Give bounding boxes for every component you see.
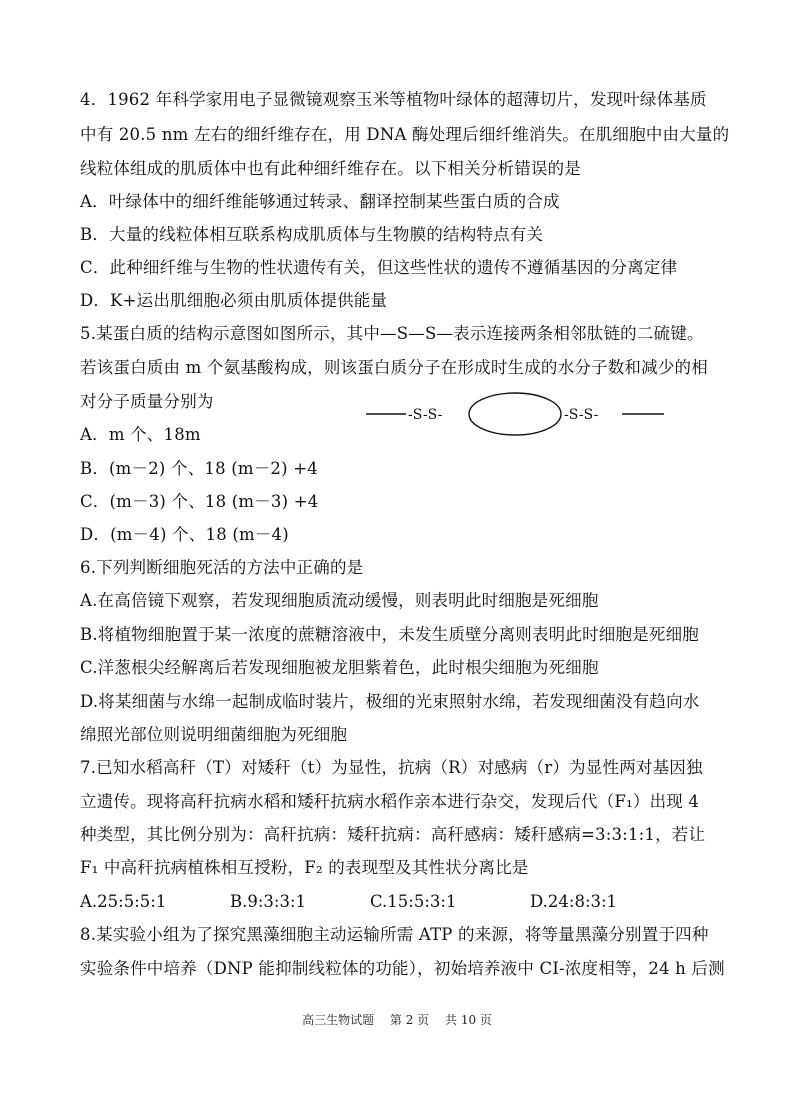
q7-stem-line-3: 种类型，其比例分别为：高秆抗病：矮秆抗病：高秆感病：矮秆感病=3:3:1:1，若让 xyxy=(80,825,706,844)
footer-subject: 高三生物试题 xyxy=(302,1013,375,1027)
q6-option-b: B.将植物细胞置于某一浓度的蔗糖溶液中，未发生质壁分离则表明此时细胞是死细胞 xyxy=(80,625,699,644)
q7-stem-line-4: F₁ 中高秆抗病植株相互授粉，F₂ 的表现型及其性状分离比是 xyxy=(80,858,529,877)
right-disulfide-label: -S-S- xyxy=(564,407,599,423)
q6-option-c: C.洋葱根尖经解离后若发现细胞被龙胆紫着色，此时根尖细胞为死细胞 xyxy=(80,658,599,677)
q4-option-d: D．K+运出肌细胞必须由肌质体提供能量 xyxy=(80,291,388,310)
footer-page-number: 第 2 页 xyxy=(389,1013,430,1027)
q4-stem-line-3: 线粒体组成的肌质体中也有此种细纤维存在。以下相关分析错误的是 xyxy=(80,159,581,178)
page-footer xyxy=(0,1012,794,1028)
q8-stem-line-1: 8.某实验小组为了探究黑藻细胞主动运输所需 ATP 的来源，将等量黑藻分别置于四种 xyxy=(80,925,709,944)
left-disulfide-label: -S-S- xyxy=(408,407,443,423)
q5-stem-line-1: 5.某蛋白质的结构示意图如图所示，其中—S—S—表示连接两条相邻肽链的二硫键。 xyxy=(80,324,704,343)
q7-options-row xyxy=(80,892,740,912)
q8-stem-line-2: 实验条件中培养（DNP 能抑制线粒体的功能），初始培养液中 CI-浓度相等，24 h 后测 xyxy=(80,959,725,978)
q5-option-b: B．(m－2) 个、18 (m－2) +4 xyxy=(80,459,318,478)
q6-option-d-line-1: D.将某细菌与水绵一起制成临时装片，极细的光束照射水绵，若发现细菌没有趋向水 xyxy=(80,692,700,711)
footer-total-pages: 共 10 页 xyxy=(445,1013,492,1027)
q7-option-a: A.25:5:5:1 xyxy=(80,892,167,911)
q7-option-d: D.24:8:3:1 xyxy=(530,892,618,911)
q5-option-a: A．m 个、18m xyxy=(80,425,201,444)
q5-stem-line-2: 若该蛋白质由 m 个氨基酸构成，则该蛋白质分子在形成时生成的水分子数和减少的相 xyxy=(80,358,708,377)
q4-stem-line-2: 中有 20.5 nm 左右的细纤维存在，用 DNA 酶处理后细纤维消失。在肌细胞中由大量的 xyxy=(80,125,730,144)
q6-stem: 6.下列判断细胞死活的方法中正确的是 xyxy=(80,558,364,577)
q6-option-d-line-2: 绵照光部位则说明细菌细胞为死细胞 xyxy=(80,725,348,744)
q4-option-b: B．大量的线粒体相互联系构成肌质体与生物膜的结构特点有关 xyxy=(80,225,544,244)
q4-stem-line-1: 4．1962 年科学家用电子显微镜观察玉米等植物叶绿体的超薄切片，发现叶绿体基质 xyxy=(80,90,707,109)
q7-stem-line-2: 立遗传。现将高秆抗病水稻和矮秆抗病水稻作亲本进行杂交，发现后代（F₁）出现 4 xyxy=(80,792,700,811)
q5-stem-line-3: 对分子质量分别为 xyxy=(80,392,214,411)
q5-option-d: D．(m－4) 个、18 (m－4) xyxy=(80,525,289,544)
q5-option-c: C．(m－3) 个、18 (m－3) +4 xyxy=(80,492,319,511)
q7-option-b: B.9:3:3:1 xyxy=(230,892,307,911)
q6-option-a: A.在高倍镜下观察，若发现细胞质流动缓慢，则表明此时细胞是死细胞 xyxy=(80,591,599,610)
q4-option-c: C．此种细纤维与生物的性状遗传有关，但这些性状的遗传不遵循基因的分离定律 xyxy=(80,258,678,277)
q7-stem-line-1: 7.已知水稻高秆（T）对矮秆（t）为显性，抗病（R）对感病（r）为显性两对基因独 xyxy=(80,758,703,777)
q7-option-c: C.15:5:3:1 xyxy=(370,892,457,911)
q4-option-a: A．叶绿体中的细纤维能够通过转录、翻译控制某些蛋白质的合成 xyxy=(80,192,560,211)
